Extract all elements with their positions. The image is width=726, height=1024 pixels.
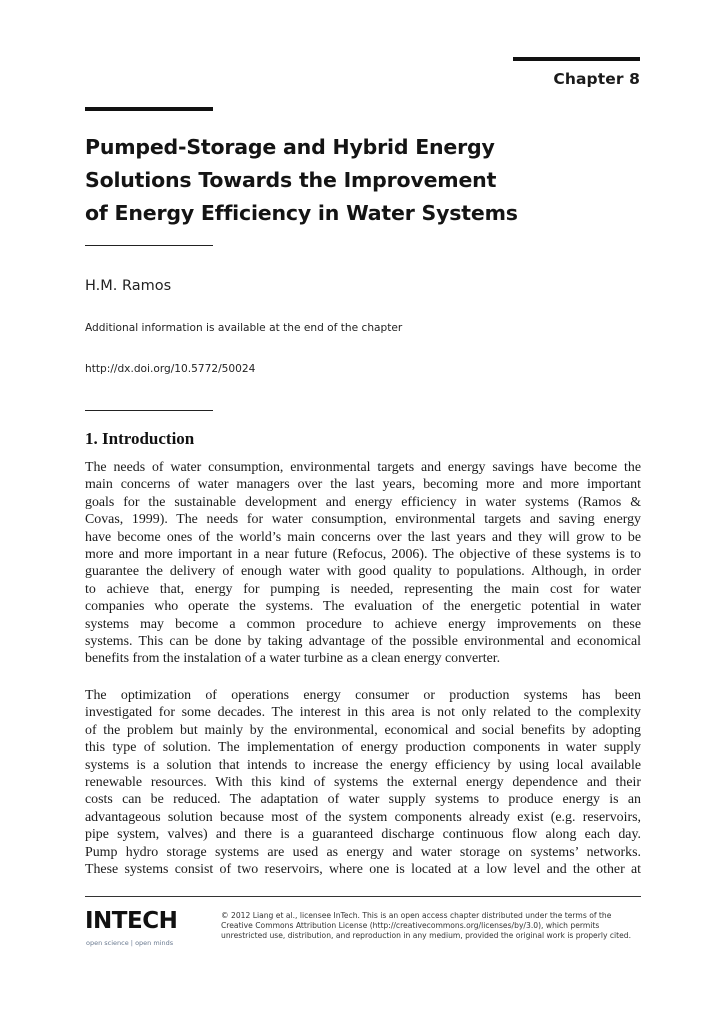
intech-logo: INTECH: [85, 908, 178, 934]
intech-tagline: open science | open minds: [86, 939, 174, 947]
text-line: costs can be reduced. The adaptation of water supply systems to produce energy is an: [85, 792, 641, 808]
title-line: Solutions Towards the Improvement: [85, 168, 497, 192]
meta-rule: [85, 410, 213, 411]
body-paragraph: [85, 459, 641, 668]
license-line: Creative Commons Attribution License (http://creativecommons.org/licenses/by/3.0), which permits: [221, 921, 600, 931]
text-line: systems. This can be done by taking advantage of the possible environmental and economical: [85, 634, 641, 650]
text-line: Pump hydro storage systems are used as energy and water storage on systems’ networks.: [85, 844, 641, 860]
text-line: of the problem but mainly by the environmental, economical and social benefits by adopting: [85, 722, 641, 738]
text-line: Covas, 1999). The needs for water consumption, environmental targets and saving energy: [85, 512, 641, 528]
text-line: systems may become a common procedure to achieve energy improvements on these: [85, 616, 641, 632]
title-line: Pumped-Storage and Hybrid Energy: [85, 135, 495, 159]
author-name: H.M. Ramos: [85, 278, 172, 294]
title-rule-bottom: [85, 245, 213, 246]
text-line: advantageous solution because most of the system components already exist (e.g. reservoirs,: [85, 809, 641, 825]
footer-rule: [85, 896, 641, 897]
text-line: benefits from the instalation of a water turbine as a clean energy converter.: [85, 651, 501, 667]
text-line: pipe system, valves) and there is a guaranteed discharge continuous flow along each day.: [85, 827, 641, 843]
text-line: more and more important in a near future (Refocus, 2006). The objective of these systems is to: [85, 547, 641, 563]
text-line: The optimization of operations energy consumer or production systems has been: [85, 688, 641, 703]
chapter-label: Chapter 8: [553, 70, 640, 88]
text-line: renewable resources. With this kind of systems the external energy dependence and their: [85, 775, 641, 791]
text-line: These systems consist of two reservoirs, where one is located at a low level and the other at: [85, 862, 641, 878]
text-line: goals for the sustainable development and energy efficiency in water systems (Ramos &: [85, 494, 641, 510]
title-line: of Energy Efficiency in Water Systems: [85, 201, 518, 225]
text-line: guarantee the delivery of enough water with good quality to populations. Although, in order: [85, 564, 641, 580]
doi-link[interactable]: http://dx.doi.org/10.5772/50024: [85, 363, 256, 375]
text-line: have become ones of the world’s main concerns over the last years and they will grow to be: [85, 529, 641, 545]
chapter-rule: [513, 57, 640, 61]
chapter-title: [85, 131, 565, 230]
section-heading: 1. Introduction: [85, 429, 195, 448]
body-paragraph: [85, 687, 641, 878]
text-line: The needs of water consumption, environmental targets and energy savings have become the: [85, 460, 641, 475]
text-line: main concerns of water managers over the last years, becoming more and more important: [85, 477, 641, 493]
text-line: investigated for some decades. The interest in this area is not only related to the complexity: [85, 705, 641, 721]
text-line: companies who operate the systems. The evaluation of the energetic potential in water: [85, 599, 641, 615]
text-line: to achieve that, energy for pumping is needed, representing the main cost for water: [85, 581, 641, 597]
license-notice: [221, 911, 651, 942]
title-rule-top: [85, 107, 213, 111]
license-line: unrestricted use, distribution, and reproduction in any medium, provided the original work is properly cited.: [221, 931, 632, 941]
text-line: this type of solution. The implementation of energy production components in water supply: [85, 740, 641, 756]
additional-info-note: Additional information is available at the end of the chapter: [85, 322, 403, 334]
text-line: systems is a solution that intends to increase the energy efficiency by using local available: [85, 757, 641, 773]
license-line: © 2012 Liang et al., licensee InTech. This is an open access chapter distributed under the terms of the: [221, 911, 612, 920]
